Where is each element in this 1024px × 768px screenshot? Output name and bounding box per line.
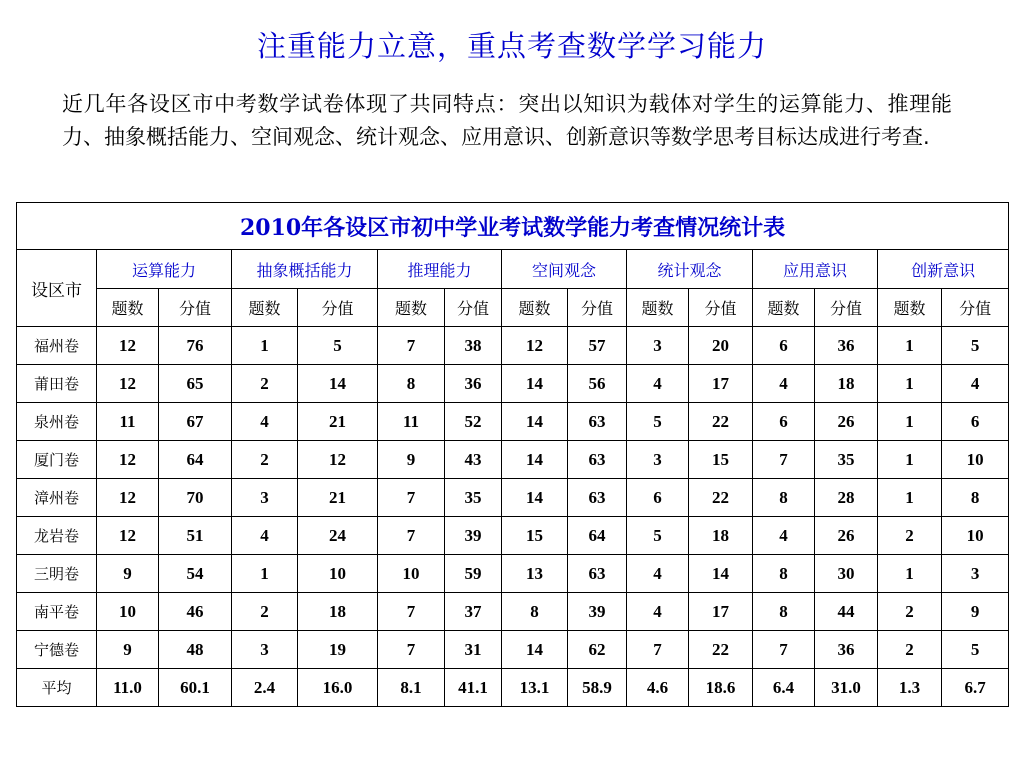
count-cell: 12 xyxy=(97,517,159,555)
score-cell: 19 xyxy=(298,631,378,669)
score-cell: 22 xyxy=(689,631,753,669)
score-cell: 21 xyxy=(298,479,378,517)
sub-header-count: 题数 xyxy=(378,289,445,327)
count-cell: 15 xyxy=(502,517,568,555)
count-cell: 1 xyxy=(232,555,298,593)
count-cell: 5 xyxy=(627,403,689,441)
count-cell: 4.6 xyxy=(627,669,689,707)
count-cell: 12 xyxy=(97,327,159,365)
score-cell: 26 xyxy=(815,517,878,555)
count-cell: 8.1 xyxy=(378,669,445,707)
score-cell: 56 xyxy=(568,365,627,403)
score-cell: 14 xyxy=(298,365,378,403)
count-cell: 13 xyxy=(502,555,568,593)
region-cell: 宁德卷 xyxy=(17,631,97,669)
count-cell: 7 xyxy=(753,631,815,669)
score-cell: 26 xyxy=(815,403,878,441)
score-cell: 9 xyxy=(942,593,1009,631)
count-cell: 1 xyxy=(878,479,942,517)
count-cell: 7 xyxy=(627,631,689,669)
count-cell: 7 xyxy=(378,479,445,517)
score-cell: 64 xyxy=(159,441,232,479)
count-cell: 4 xyxy=(627,593,689,631)
count-cell: 8 xyxy=(753,593,815,631)
score-cell: 16.0 xyxy=(298,669,378,707)
score-cell: 58.9 xyxy=(568,669,627,707)
score-cell: 17 xyxy=(689,593,753,631)
count-cell: 3 xyxy=(232,631,298,669)
category-header: 创新意识 xyxy=(878,250,1009,289)
score-cell: 70 xyxy=(159,479,232,517)
score-cell: 41.1 xyxy=(445,669,502,707)
table-row xyxy=(17,327,1009,365)
count-cell: 2.4 xyxy=(232,669,298,707)
category-header: 统计观念 xyxy=(627,250,753,289)
score-cell: 63 xyxy=(568,403,627,441)
region-cell: 南平卷 xyxy=(17,593,97,631)
score-cell: 76 xyxy=(159,327,232,365)
score-cell: 18 xyxy=(689,517,753,555)
table-body xyxy=(17,327,1009,707)
count-cell: 11 xyxy=(97,403,159,441)
score-cell: 59 xyxy=(445,555,502,593)
table-row xyxy=(17,441,1009,479)
score-cell: 52 xyxy=(445,403,502,441)
sub-header-count: 题数 xyxy=(878,289,942,327)
score-cell: 36 xyxy=(815,631,878,669)
count-cell: 9 xyxy=(378,441,445,479)
count-cell: 4 xyxy=(232,517,298,555)
count-cell: 2 xyxy=(878,593,942,631)
count-cell: 1 xyxy=(878,365,942,403)
score-cell: 38 xyxy=(445,327,502,365)
count-cell: 12 xyxy=(97,441,159,479)
count-cell: 1 xyxy=(232,327,298,365)
count-cell: 2 xyxy=(878,517,942,555)
count-cell: 14 xyxy=(502,441,568,479)
score-cell: 63 xyxy=(568,555,627,593)
count-cell: 12 xyxy=(502,327,568,365)
score-cell: 17 xyxy=(689,365,753,403)
count-cell: 1 xyxy=(878,327,942,365)
region-cell: 漳州卷 xyxy=(17,479,97,517)
count-cell: 6.4 xyxy=(753,669,815,707)
score-cell: 36 xyxy=(445,365,502,403)
count-cell: 4 xyxy=(627,555,689,593)
count-cell: 12 xyxy=(97,365,159,403)
count-cell: 8 xyxy=(502,593,568,631)
count-cell: 1 xyxy=(878,555,942,593)
intro-paragraph: 近几年各设区市中考数学试卷体现了共同特点：突出以知识为载体对学生的运算能力、推理能力、抽象概括能力、空间观念、统计观念、应用意识、创新意识等数学思考目标达成进行考查. xyxy=(62,92,952,149)
score-cell: 54 xyxy=(159,555,232,593)
table-row xyxy=(17,669,1009,707)
count-cell: 4 xyxy=(753,517,815,555)
category-header: 应用意识 xyxy=(753,250,878,289)
score-cell: 6 xyxy=(942,403,1009,441)
count-cell: 7 xyxy=(378,517,445,555)
score-cell: 36 xyxy=(815,327,878,365)
count-cell: 7 xyxy=(378,593,445,631)
score-cell: 18 xyxy=(815,365,878,403)
count-cell: 1 xyxy=(878,403,942,441)
score-cell: 5 xyxy=(298,327,378,365)
region-cell: 龙岩卷 xyxy=(17,517,97,555)
score-cell: 64 xyxy=(568,517,627,555)
count-cell: 7 xyxy=(378,631,445,669)
score-cell: 12 xyxy=(298,441,378,479)
sub-header-count: 题数 xyxy=(753,289,815,327)
count-cell: 11.0 xyxy=(97,669,159,707)
count-cell: 6 xyxy=(627,479,689,517)
score-cell: 10 xyxy=(942,517,1009,555)
score-cell: 67 xyxy=(159,403,232,441)
count-cell: 13.1 xyxy=(502,669,568,707)
count-cell: 10 xyxy=(97,593,159,631)
score-cell: 51 xyxy=(159,517,232,555)
sub-header-score: 分值 xyxy=(568,289,627,327)
sub-header-score: 分值 xyxy=(689,289,753,327)
sub-header-score: 分值 xyxy=(298,289,378,327)
category-header: 抽象概括能力 xyxy=(232,250,378,289)
count-cell: 4 xyxy=(232,403,298,441)
score-cell: 28 xyxy=(815,479,878,517)
count-cell: 10 xyxy=(378,555,445,593)
score-cell: 37 xyxy=(445,593,502,631)
sub-header-score: 分值 xyxy=(815,289,878,327)
count-cell: 3 xyxy=(232,479,298,517)
score-cell: 18.6 xyxy=(689,669,753,707)
table-row xyxy=(17,631,1009,669)
count-cell: 3 xyxy=(627,441,689,479)
score-cell: 46 xyxy=(159,593,232,631)
count-cell: 14 xyxy=(502,403,568,441)
score-cell: 43 xyxy=(445,441,502,479)
region-cell: 泉州卷 xyxy=(17,403,97,441)
score-cell: 31 xyxy=(445,631,502,669)
sub-header-count: 题数 xyxy=(232,289,298,327)
score-cell: 62 xyxy=(568,631,627,669)
score-cell: 35 xyxy=(815,441,878,479)
score-cell: 10 xyxy=(942,441,1009,479)
region-cell: 三明卷 xyxy=(17,555,97,593)
table-row xyxy=(17,365,1009,403)
score-cell: 48 xyxy=(159,631,232,669)
count-cell: 6 xyxy=(753,327,815,365)
count-cell: 9 xyxy=(97,555,159,593)
score-cell: 5 xyxy=(942,631,1009,669)
sub-header-score: 分值 xyxy=(159,289,232,327)
sub-header-score: 分值 xyxy=(445,289,502,327)
category-header: 空间观念 xyxy=(502,250,627,289)
region-cell: 莆田卷 xyxy=(17,365,97,403)
statistics-table xyxy=(16,202,1009,707)
table-row xyxy=(17,593,1009,631)
count-cell: 2 xyxy=(232,365,298,403)
count-cell: 14 xyxy=(502,479,568,517)
count-cell: 1 xyxy=(878,441,942,479)
sub-header-count: 题数 xyxy=(502,289,568,327)
score-cell: 10 xyxy=(298,555,378,593)
sub-header-count: 题数 xyxy=(627,289,689,327)
score-cell: 31.0 xyxy=(815,669,878,707)
count-cell: 1.3 xyxy=(878,669,942,707)
score-cell: 57 xyxy=(568,327,627,365)
sub-header-score: 分值 xyxy=(942,289,1009,327)
score-cell: 60.1 xyxy=(159,669,232,707)
category-header: 推理能力 xyxy=(378,250,502,289)
category-header: 运算能力 xyxy=(97,250,232,289)
score-cell: 44 xyxy=(815,593,878,631)
sub-header-count: 题数 xyxy=(97,289,159,327)
count-cell: 6 xyxy=(753,403,815,441)
score-cell: 8 xyxy=(942,479,1009,517)
region-cell: 平均 xyxy=(17,669,97,707)
count-cell: 8 xyxy=(753,479,815,517)
score-cell: 24 xyxy=(298,517,378,555)
count-cell: 14 xyxy=(502,365,568,403)
count-cell: 4 xyxy=(753,365,815,403)
count-cell: 8 xyxy=(378,365,445,403)
score-cell: 65 xyxy=(159,365,232,403)
table-row xyxy=(17,555,1009,593)
score-cell: 39 xyxy=(568,593,627,631)
count-cell: 9 xyxy=(97,631,159,669)
count-cell: 2 xyxy=(232,441,298,479)
score-cell: 63 xyxy=(568,479,627,517)
score-cell: 30 xyxy=(815,555,878,593)
table-row xyxy=(17,517,1009,555)
count-cell: 4 xyxy=(627,365,689,403)
count-cell: 8 xyxy=(753,555,815,593)
count-cell: 5 xyxy=(627,517,689,555)
region-cell: 厦门卷 xyxy=(17,441,97,479)
region-cell: 福州卷 xyxy=(17,327,97,365)
score-cell: 22 xyxy=(689,479,753,517)
table-caption: 2010年各设区市初中学业考试数学能力考查情况统计表 xyxy=(17,203,1009,250)
page-title: 注重能力立意，重点考查数学学习能力 xyxy=(256,29,767,63)
count-cell: 2 xyxy=(878,631,942,669)
table-row xyxy=(17,479,1009,517)
count-cell: 14 xyxy=(502,631,568,669)
count-cell: 11 xyxy=(378,403,445,441)
score-cell: 6.7 xyxy=(942,669,1009,707)
count-cell: 3 xyxy=(627,327,689,365)
count-cell: 2 xyxy=(232,593,298,631)
count-cell: 7 xyxy=(378,327,445,365)
score-cell: 18 xyxy=(298,593,378,631)
score-cell: 21 xyxy=(298,403,378,441)
score-cell: 5 xyxy=(942,327,1009,365)
score-cell: 22 xyxy=(689,403,753,441)
score-cell: 63 xyxy=(568,441,627,479)
score-cell: 39 xyxy=(445,517,502,555)
region-column-header: 设区市 xyxy=(17,250,97,327)
score-cell: 3 xyxy=(942,555,1009,593)
score-cell: 15 xyxy=(689,441,753,479)
score-cell: 20 xyxy=(689,327,753,365)
score-cell: 14 xyxy=(689,555,753,593)
table-row xyxy=(17,403,1009,441)
count-cell: 12 xyxy=(97,479,159,517)
score-cell: 4 xyxy=(942,365,1009,403)
count-cell: 7 xyxy=(753,441,815,479)
score-cell: 35 xyxy=(445,479,502,517)
